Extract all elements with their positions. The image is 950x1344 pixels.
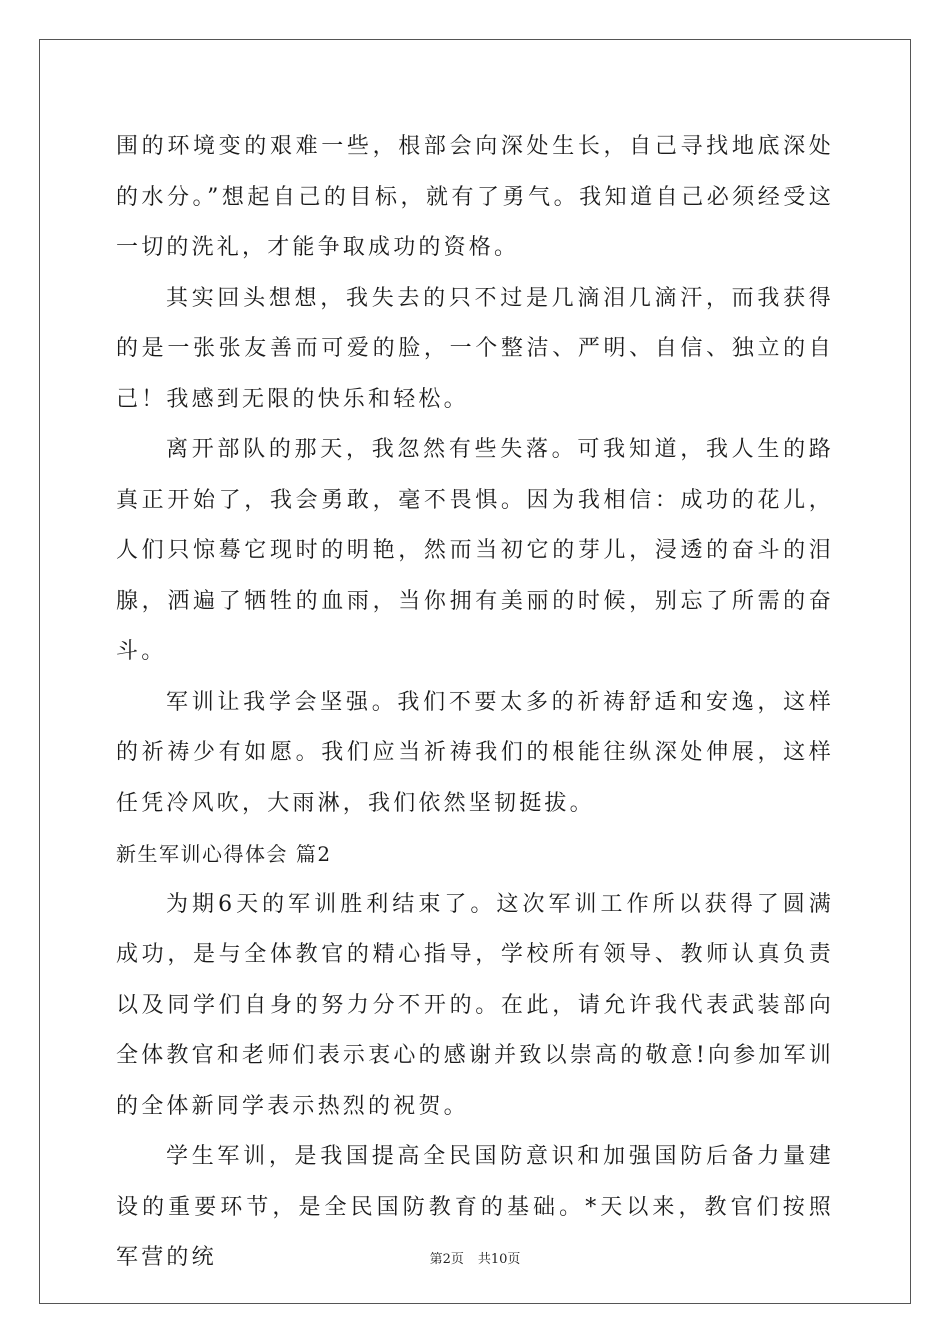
paragraph: 学生军训，是我国提高全民国防意识和加强国防后备力量建设的重要环节，是全民国防教育的基础。*天以来，教官们按照军营的统 [116, 1144, 834, 1270]
document-body [116, 122, 834, 1284]
paragraph: 军训让我学会坚强。我们不要太多的祈祷舒适和安逸，这样的祈祷少有如愿。我们应当祈祷我们的根能往纵深处伸展，这样任凭冷风吹，大雨淋，我们依然坚韧挺拔。 [116, 689, 834, 816]
paragraph: 离开部队的那天，我忽然有些失落。可我知道，我人生的路真正开始了，我会勇敢，毫不畏惧。因为我相信：成功的花儿，人们只惊蓦它现时的明艳，然而当初它的芽儿，浸透的奋斗的泪腺，洒遍了牺牲的血雨，当你拥有美丽的时候，别忘了所需的奋斗。 [116, 437, 834, 664]
page-total: 共10页 [477, 1252, 521, 1267]
section-heading: 新生军训心得体会 篇2 [116, 842, 332, 866]
page-number: 第2页 [429, 1252, 464, 1267]
paragraph: 为期6天的军训胜利结束了。这次军训工作所以获得了圆满成功，是与全体教官的精心指导，学校所有领导、教师认真负责以及同学们自身的努力分不开的。在此，请允许我代表武装部向全体教官和老师们表示衷心的感谢并致以崇高的敬意!向参加军训的全体新同学表示热烈的祝贺。 [116, 891, 834, 1119]
paragraph: 围的环境变的艰难一些，根部会向深处生长，自己寻找地底深处的水分。”想起自己的目标，就有了勇气。我知道自己必须经受这一切的洗礼，才能争取成功的资格。 [116, 134, 834, 260]
paragraph: 其实回头想想，我失去的只不过是几滴泪几滴汗，而我获得的是一张张友善而可爱的脸，一个整洁、严明、自信、独立的自己！我感到无限的快乐和轻松。 [116, 285, 834, 412]
page-footer [0, 1248, 950, 1267]
